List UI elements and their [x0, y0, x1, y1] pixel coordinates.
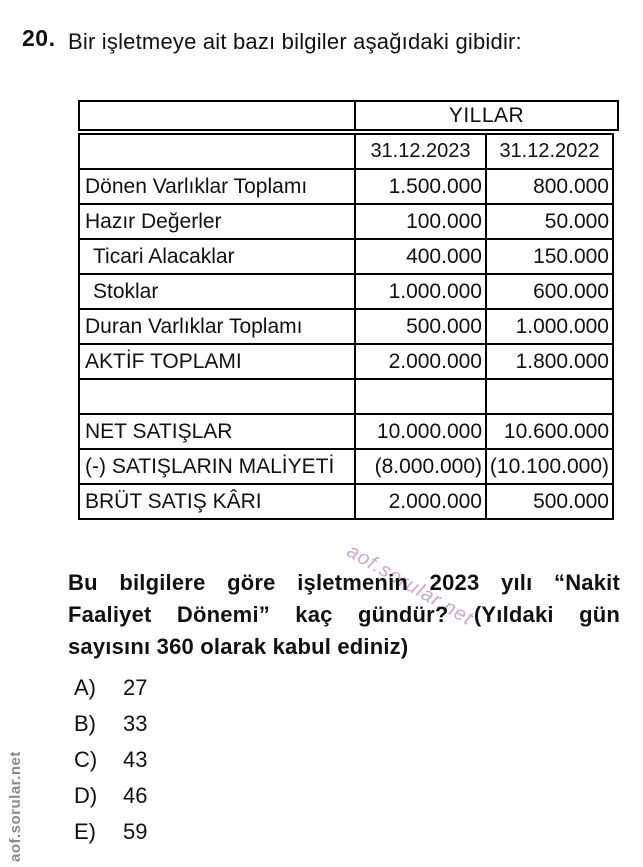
table-empty-label-cell — [80, 135, 356, 170]
column-header-2023: 31.12.2023 — [356, 135, 487, 170]
question-body — [68, 567, 620, 663]
question-number: 20. — [22, 25, 56, 51]
table-years-header: YILLAR — [448, 103, 525, 127]
row-label: Duran Varlıklar Toplamı — [80, 310, 356, 345]
table-row — [80, 170, 612, 205]
column-header-2022: 31.12.2022 — [487, 135, 612, 170]
question-body-line: Bu bilgilere göre işletmenin 2023 yılı “Nakit — [68, 570, 620, 595]
row-value-2023: 400.000 — [356, 240, 487, 275]
table-row — [80, 240, 612, 275]
option-letter: A) — [74, 675, 96, 700]
vertical-watermark: aof.sorular.net — [7, 751, 24, 862]
row-value-2022: 1.800.000 — [487, 345, 612, 380]
diagonal-watermark: aof.sorular.net — [343, 540, 478, 631]
row-value-2022: (10.100.000) — [487, 450, 612, 485]
row-value-2022: 500.000 — [533, 489, 609, 513]
row-label: Stoklar — [80, 275, 356, 310]
option-letter: E) — [74, 819, 96, 844]
table-header-empty-cell — [80, 102, 356, 129]
row-value-2023 — [356, 380, 487, 415]
row-label: NET SATIŞLAR — [80, 415, 356, 450]
table-empty-row — [80, 380, 612, 415]
row-value-2022: 800.000 — [487, 170, 612, 205]
option-letter: D) — [74, 783, 98, 808]
question-body-line: Faaliyet Dönemi” kaç gündür? (Yıldaki gün — [68, 602, 620, 627]
table-row — [80, 205, 612, 240]
question-body-line: sayısını 360 olarak kabul ediniz) — [68, 634, 409, 659]
financial-table — [78, 133, 614, 520]
row-label: Ticari Alacaklar — [80, 240, 356, 275]
option-letter: B) — [74, 711, 96, 736]
option-value: 46 — [123, 783, 148, 808]
row-value-2022 — [487, 380, 612, 415]
option-value: 33 — [123, 711, 148, 736]
table-row — [80, 275, 612, 310]
answer-options — [74, 670, 147, 850]
table-row — [80, 345, 612, 380]
row-value-2022: 1.000.000 — [487, 310, 612, 345]
row-label — [80, 380, 356, 415]
table-row — [80, 415, 612, 450]
option-value: 43 — [123, 747, 148, 772]
table-years-header-row — [78, 100, 619, 131]
row-label: (-) SATIŞLARIN MALİYETİ — [80, 450, 356, 485]
row-value-2023: 1.500.000 — [356, 170, 487, 205]
table-row — [80, 310, 612, 345]
row-value-2023: (8.000.000) — [356, 450, 487, 485]
option-a — [74, 670, 147, 706]
option-letter: C) — [74, 747, 98, 772]
row-value-2022: 50.000 — [487, 205, 612, 240]
option-e — [74, 814, 147, 850]
row-value-2023: 100.000 — [356, 205, 487, 240]
row-value-2022: 150.000 — [487, 240, 612, 275]
option-value: 59 — [123, 819, 148, 844]
row-value-2022: 10.600.000 — [487, 415, 612, 450]
option-d — [74, 778, 147, 814]
option-c — [74, 742, 147, 778]
row-label: AKTİF TOPLAMI — [80, 345, 356, 380]
row-value-2023: 1.000.000 — [356, 275, 487, 310]
row-value-2023: 500.000 — [356, 310, 487, 345]
row-value-2022: 600.000 — [487, 275, 612, 310]
question-intro: Bir işletmeye ait bazı bilgiler aşağıdaki gibidir: — [68, 29, 522, 54]
row-label: BRÜT SATIŞ KÂRI — [80, 485, 356, 518]
table-column-header-row — [80, 135, 612, 170]
row-value-2023: 2.000.000 — [356, 485, 487, 518]
option-b — [74, 706, 147, 742]
table-row — [80, 485, 612, 518]
row-label: Hazır Değerler — [80, 205, 356, 240]
row-label: Dönen Varlıklar Toplamı — [80, 170, 356, 205]
row-value-2023: 10.000.000 — [356, 415, 487, 450]
table-row — [80, 450, 612, 485]
option-value: 27 — [123, 675, 148, 700]
row-value-2023: 2.000.000 — [356, 345, 487, 380]
